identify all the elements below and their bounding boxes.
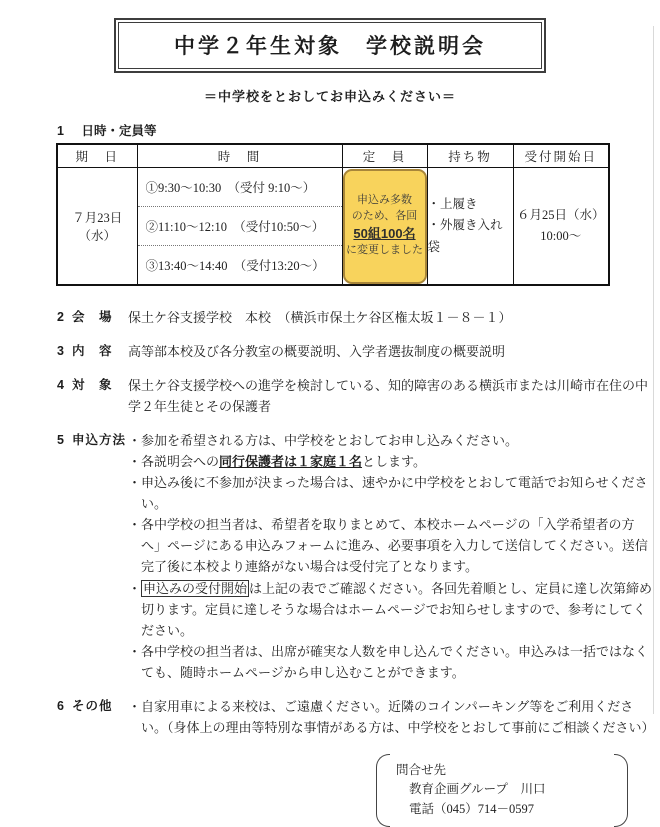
reception-cell [513, 168, 609, 286]
section-heading [57, 375, 128, 417]
bullet-dot: ・ [128, 698, 142, 714]
page-edge-line [653, 26, 654, 714]
section-4 [0, 375, 660, 417]
text-segment: 申込みの受付開始 [143, 580, 248, 596]
title-box [114, 18, 546, 73]
schedule-table [56, 143, 610, 286]
document-page [0, 18, 660, 816]
bullet-dot: ・ [128, 643, 142, 659]
bullet-dot: ・ [128, 433, 142, 449]
reception-time: 10:00～ [540, 229, 582, 243]
text-segment: 申込み後に不参加が決まった場合は、速やかに中学校をとおして電話でお知らせください。 [141, 475, 648, 512]
list-item [128, 307, 653, 328]
contact-phone: 電話（045）714－0597 [409, 801, 535, 816]
table-body-row [57, 168, 609, 286]
header-time: 時 間 [137, 144, 342, 168]
text-segment: 各中学校の担当者は、希望者を取りまとめて、本校ホームページの「入学希望者の方へ」ページにある申込みフォームに進み、必要事項を入力して送信してください。送信完了後に本校より連絡がない場合は受付完了となります。 [141, 517, 648, 575]
section-5 [0, 430, 660, 683]
capacity-note-box [343, 169, 427, 284]
section-body [128, 307, 653, 328]
item-text [128, 375, 653, 417]
date-cell: ７月23日（水） [57, 168, 137, 286]
section-body [128, 430, 653, 683]
reception-date: ６月25日（水） [516, 207, 605, 222]
sections [0, 307, 660, 738]
section-6 [0, 696, 660, 738]
section-body [128, 341, 653, 362]
contact-label: 問合せ先 [396, 762, 447, 777]
text-segment: 自家用車による来校は、ご遠慮ください。近隣のコインパーキング等をご利用ください。（身体上の理由等特別な事情がある方は、中学校をとおして事前にご相談ください） [141, 698, 655, 735]
belonging-item-2: ・外履き入れ袋 [427, 218, 503, 254]
list-item [128, 641, 653, 683]
section-heading [57, 341, 128, 362]
contact-box [376, 754, 628, 827]
item-text [141, 451, 653, 472]
title-box-inner [118, 22, 542, 69]
capacity-highlight: 50組100名 [353, 225, 416, 241]
section-label: 申込方法 [72, 433, 127, 448]
bullet-dot: ・ [128, 454, 142, 470]
belonging-item-1: ・上履き [427, 197, 478, 212]
item-text [141, 430, 653, 451]
list-item [128, 514, 653, 577]
list-item [128, 375, 653, 417]
header-belongings: 持ち物 [427, 144, 513, 168]
item-text [141, 696, 653, 738]
bullet-dot: ・ [128, 517, 142, 533]
belongings-cell [427, 168, 513, 286]
capacity-cell [342, 168, 427, 286]
list-item [128, 696, 653, 738]
text-segment: 同行保護者は１家庭１名 [219, 454, 363, 470]
item-text [141, 641, 653, 683]
section-body [128, 696, 653, 738]
bullet-dot: ・ [128, 475, 142, 491]
capacity-line-3: に変更しました [346, 244, 423, 257]
bullet-dot: ・ [128, 580, 142, 596]
item-text [141, 514, 653, 577]
section-number: 6 [57, 698, 64, 713]
header-date: 期 日 [57, 144, 137, 168]
text-segment: 高等部本校及び各分教室の概要説明、入学者選抜制度の概要説明 [128, 344, 506, 360]
text-segment: 保土ケ谷支援学校への進学を検討している、知的障害のある横浜市または川崎市在住の中学２年生徒とその保護者 [128, 378, 649, 415]
section-label: 内 容 [72, 344, 113, 359]
list-item [128, 430, 653, 451]
section-body [128, 375, 653, 417]
table-header-row [57, 144, 609, 168]
list-item [128, 578, 653, 641]
section-heading [57, 430, 128, 683]
item-text [141, 472, 653, 514]
section-number: 2 [57, 310, 64, 324]
contact-group: 教育企画グループ 川口 [409, 782, 546, 797]
page-title: 中学２年生対象 学校説明会 [174, 34, 486, 58]
section-number: 4 [57, 378, 64, 393]
subtitle: ＝中学校をとおしてお申込みください＝ [203, 89, 456, 104]
text-segment: 各説明会への [141, 454, 220, 470]
time-cell [137, 168, 342, 286]
section-heading [57, 696, 128, 738]
header-reception: 受付開始日 [513, 144, 609, 168]
section-number: 5 [57, 433, 64, 448]
text-segment: 各中学校の担当者は、出席が確実な人数を申し込んでください。申込みは一括ではなくても、随時ホームページから申し込むことができます。 [141, 643, 649, 680]
item-text [128, 341, 653, 362]
list-item [128, 472, 653, 514]
section-label: 対 象 [72, 378, 113, 393]
list-item [128, 341, 653, 362]
time-slot-2: ②11:10～12:10 （受付10:50～） [138, 206, 342, 245]
section-label: その他 [72, 698, 113, 713]
header-capacity: 定 員 [342, 144, 427, 168]
section-2 [0, 307, 660, 328]
section-1-heading [57, 121, 660, 139]
time-slot-3: ③13:40～14:40 （受付13:20～） [138, 245, 342, 284]
text-segment: とします。 [362, 454, 426, 470]
item-text [141, 578, 653, 641]
item-text [128, 307, 653, 328]
time-slot-1: ①9:30～10:30 （受付 9:10～） [145, 181, 316, 195]
section-number: 1 [57, 124, 64, 138]
section-number: 3 [57, 344, 64, 359]
text-segment: 保土ケ谷支援学校 本校 （横浜市保土ケ谷区権太坂１－８－１） [128, 310, 512, 325]
section-heading [57, 307, 128, 328]
section-3 [0, 341, 660, 362]
capacity-line-2: のため、各回 [351, 209, 418, 222]
text-segment: 参加を希望される方は、中学校をとおしてお申し込みください。 [141, 433, 519, 449]
list-item [128, 451, 653, 472]
capacity-line-1: 申込み多数 [357, 193, 412, 206]
text-segment: は上記の表でご確認ください。各回先着順とし、定員に達し次第締め切ります。定員に達しそうな場合はホームページでお知らせしますので、参考にしてください。 [141, 580, 653, 638]
section-label: 日時・定員等 [81, 124, 157, 138]
section-label: 会 場 [72, 310, 113, 324]
